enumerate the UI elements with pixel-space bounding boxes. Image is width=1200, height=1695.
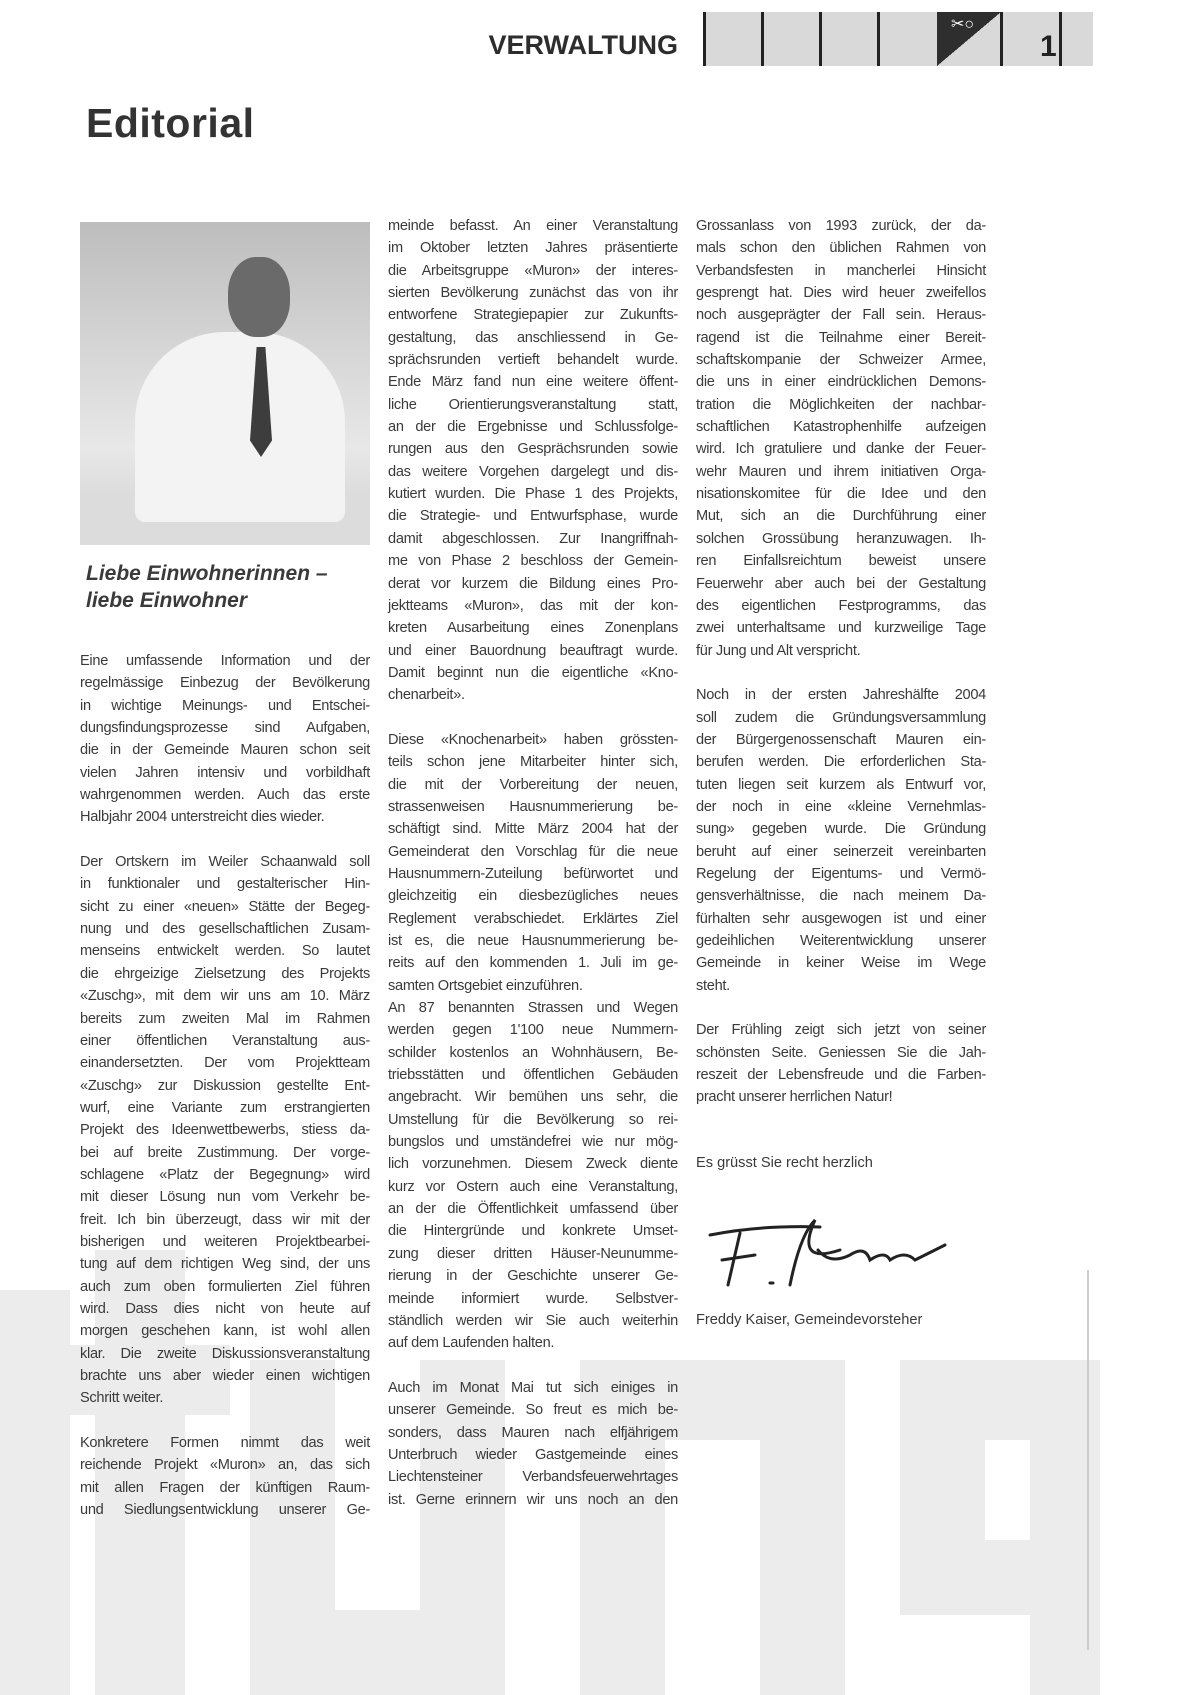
text-line: in funktionaler und gestalterischer Hin-: [80, 876, 370, 893]
tab-symbol: ✂○: [951, 16, 975, 33]
text-line: Halbjahr 2004 unterstreicht dies wieder.: [80, 809, 325, 826]
signature: [700, 1205, 960, 1300]
text-line: sicht zu einer «neuen» Stätte der Begeg-: [80, 898, 370, 915]
greeting-heading: [86, 560, 376, 614]
text-line: meinde informiert wurde. Selbstver-: [388, 1290, 678, 1307]
text-line: menseins entwickelt werden. So lautet: [80, 943, 370, 960]
text-line: kutiert wurden. Die Phase 1 des Projekts,: [388, 486, 678, 503]
text-line: «Zuschg», mit dem wir uns am 10. März: [80, 988, 370, 1005]
text-line: die ehrgeizige Zielsetzung des Projekts: [80, 965, 370, 982]
paragraph: [388, 1377, 678, 1511]
text-line: wird. Ich gratuliere und danke der Feuer-: [696, 441, 986, 458]
text-line: Verbandsfesten in mancherlei Hinsicht: [696, 262, 986, 279]
text-column-1: [80, 650, 370, 1521]
text-line: brachte uns aber wieder einen wichtigen: [80, 1368, 370, 1384]
text-line: Umstellung für die Bevölkerung so rei-: [388, 1111, 678, 1128]
text-line: tration die Möglichkeiten der nachbar-: [696, 396, 986, 413]
paragraph: [388, 215, 678, 707]
text-line: Damit beginnt nun die eigentliche «Kno-: [388, 664, 678, 681]
text-line: an der die Öffentlichkeit umfassend über: [388, 1201, 678, 1218]
text-line: Auch im Monat Mai tut sich einiges in: [388, 1379, 678, 1396]
text-line: sonders, dass Mauren nach elfjährigem: [388, 1424, 678, 1441]
text-line: für Jung und Alt verspricht.: [696, 642, 861, 659]
text-line: rungen aus den Gesprächsrunden sowie: [388, 441, 678, 458]
paragraph: [388, 997, 678, 1355]
text-line: Hausnummern-Zuteilung befürwortet und: [388, 865, 678, 882]
text-line: Feuerwehr aber auch bei der Gestaltung: [696, 575, 986, 592]
text-line: freit. Ich bin überzeugt, dass wir mit der: [80, 1211, 370, 1228]
signer-name: Freddy Kaiser, Gemeindevorsteher: [696, 1312, 923, 1328]
portrait-photo: [80, 222, 370, 545]
text-line: auf dem Laufenden halten.: [388, 1335, 555, 1352]
text-line: Der Frühling zeigt sich jetzt von seiner: [696, 1022, 986, 1039]
text-line: mals schon den üblichen Rahmen von: [696, 240, 986, 257]
text-line: regelmässige Einbezug der Bevölkerung: [80, 675, 370, 692]
text-line: die mit der Vorbereitung der neuen,: [388, 776, 678, 793]
text-line: Unterbruch wieder Gastgemeinde eines: [388, 1446, 678, 1463]
text-line: ragend ist die Teilnahme einer Bereit-: [696, 329, 986, 346]
closing-text: Es grüsst Sie recht herzlich: [696, 1155, 873, 1171]
text-line: Liechtensteiner Verbandsfeuerwehrtages: [388, 1469, 678, 1486]
text-line: die in der Gemeinde Mauren schon seit: [80, 742, 370, 759]
text-line: schaftlichen Katastrophenhilfe aufzeigen: [696, 419, 986, 436]
text-line: gestaltung, das anschliessend in Ge-: [388, 329, 678, 346]
text-line: schilder kostenlos an Wohnhäusern, Be-: [388, 1044, 678, 1061]
text-line: bereits zum zweiten Mal im Rahmen: [80, 1010, 370, 1027]
text-line: klar. Die zweite Diskussionsveranstaltung: [80, 1345, 370, 1362]
text-line: tung auf dem richtigen Weg sind, der uns: [80, 1256, 370, 1273]
text-line: soll zudem die Gründungsversammlung: [696, 709, 986, 726]
text-line: vielen Jahren intensiv und vorbildhaft: [80, 764, 370, 781]
text-line: wurf, eine Variante zum erstrangierten: [80, 1099, 370, 1116]
text-line: ren Einfallsreichtum beweist unsere: [696, 553, 986, 570]
text-line: wird. Dass dies nicht von heute auf: [80, 1300, 370, 1317]
text-line: schlagene «Platz der Begegnung» wird: [80, 1166, 370, 1183]
text-line: einandersetzten. Der vom Projektteam: [80, 1055, 370, 1072]
text-line: die Strategie- und Entwurfsphase, wurde: [388, 508, 678, 525]
text-line: sung» gegeben wurde. Die Gründung: [696, 821, 986, 838]
text-line: pracht unserer herrlichen Natur!: [696, 1089, 893, 1106]
text-line: solchen Grossübung heranzuwagen. Ih-: [696, 530, 986, 547]
text-line: gesprengt hat. Dies wird heuer zweifellos: [696, 285, 986, 302]
paragraph: [80, 1432, 370, 1521]
text-line: die Arbeitsgruppe «Muron» der interes-: [388, 262, 678, 279]
text-line: steht.: [696, 977, 730, 994]
text-line: Grossanlass von 1993 zurück, der da-: [696, 218, 986, 234]
text-line: noch ausgeprägter der Fall sein. Heraus-: [696, 307, 986, 324]
text-line: reits auf den kommenden 1. Juli im ge-: [388, 955, 678, 972]
text-line: damit abgeschlossen. Zur Inangriffnah-: [388, 530, 678, 547]
text-line: dungsfindungsprozesse sind Aufgaben,: [80, 720, 370, 737]
text-line: gensverhältnisse, die nach meinem Da-: [696, 888, 986, 905]
text-line: An 87 benannten Strassen und Wegen: [388, 1000, 678, 1017]
text-line: strassenweisen Hausnummerierung be-: [388, 798, 678, 815]
text-line: me von Phase 2 beschloss der Gemein-: [388, 553, 678, 570]
paragraph: [80, 650, 370, 829]
section-label: VERWALTUNG: [488, 30, 678, 60]
text-line: schaftskompanie der Schweizer Armee,: [696, 352, 986, 369]
text-line: teils schon jene Mitarbeiter hinter sich,: [388, 754, 678, 771]
text-line: Projekt des Ideenwettbewerbs, stiess da-: [80, 1122, 370, 1139]
text-line: werden gegen 1'100 neue Nummern-: [388, 1022, 678, 1039]
text-line: der noch in eine «kleine Vernehmlas-: [696, 798, 986, 815]
text-line: triebsstätten und öffentlichen Gebäuden: [388, 1067, 678, 1084]
text-line: nung und des gesellschaftlichen Zusam-: [80, 921, 370, 938]
text-line: Mut, sich an die Durchführung einer: [696, 508, 986, 525]
text-line: wahrgenommen werden. Auch das erste: [80, 787, 370, 804]
paragraph: [696, 684, 986, 997]
text-line: in wichtige Meinungs- und Entschei-: [80, 697, 370, 714]
text-line: entworfene Strategiepapier zur Zukunfts-: [388, 307, 678, 324]
text-line: nisationskomitee für die Idee und den: [696, 486, 986, 503]
text-line: reichende Projekt «Muron» an, das sich: [80, 1457, 370, 1474]
text-line: mit allen Fragen der künftigen Raum-: [80, 1479, 370, 1496]
text-line: unserer Gemeinde. So freut es mich be-: [388, 1402, 678, 1419]
text-line: zwei unterhaltsame und kurzweilige Tage: [696, 620, 986, 637]
text-line: Konkretere Formen nimmt das weit: [80, 1435, 370, 1452]
text-line: reszeit der Lebensfreude und die Farben-: [696, 1067, 986, 1084]
section-tab-bar: [703, 12, 1093, 66]
text-column-2: [388, 215, 678, 1511]
text-line: ist es, die neue Hausnummerierung be-: [388, 933, 678, 949]
text-line: morgen geschehen kann, ist wohl allen: [80, 1323, 370, 1340]
text-line: angebracht. Wir bemühen uns sehr, die: [388, 1089, 678, 1106]
text-line: Gemeinde in keiner Weise im Wege: [696, 955, 986, 972]
text-line: die Hintergründe und konkrete Umset-: [388, 1223, 678, 1240]
text-line: Gemeinderat den Vorschlag für die neue: [388, 843, 678, 860]
text-line: einer öffentlichen Veranstaltung aus-: [80, 1032, 370, 1049]
text-line: und einer Bauordnung beauftragt wurde.: [388, 642, 678, 659]
text-line: des eigentlichen Festprogramms, das: [696, 597, 986, 614]
text-line: samten Ortsgebiet einzuführen.: [388, 977, 583, 994]
wrench-gear-icon: [937, 12, 1001, 66]
text-line: wehr Mauren und ihrem initiativen Orga-: [696, 463, 986, 480]
text-line: tuten liegen seit kurzem als Entwurf vor,: [696, 776, 986, 793]
text-line: liche Orientierungsveranstaltung statt,: [388, 396, 678, 413]
greeting-line: liebe Einwohner: [86, 589, 248, 612]
text-line: zung dieser dritten Häuser-Neunumme-: [388, 1245, 678, 1262]
text-line: kreten Ausarbeitung eines Zonenplans: [388, 620, 678, 637]
text-line: beruht auf einer seinerzeit vereinbarten: [696, 843, 986, 860]
text-line: «Zuschg» zur Diskussion gestellte Ent-: [80, 1077, 370, 1094]
text-line: bisherigen und weiteren Projektbearbei-: [80, 1233, 370, 1250]
text-line: bei auf breite Zustimmung. Der vorge-: [80, 1144, 370, 1161]
text-line: bungslos und umständefrei wie nur mög-: [388, 1134, 678, 1151]
text-line: sprächsrunden vertieft behandelt wurde.: [388, 352, 678, 369]
text-line: gleichzeitig ein diesbezügliches neues: [388, 888, 678, 905]
text-line: gedeihlichen Weiterentwicklung unserer: [696, 933, 986, 949]
text-line: derat vor kurzem die Bildung eines Pro-: [388, 575, 678, 592]
text-line: auch zum oben formulierten Ziel führen: [80, 1278, 370, 1295]
paragraph: [696, 1019, 986, 1108]
text-line: schönsten Seite. Geniessen Sie die Jah-: [696, 1044, 986, 1061]
text-line: Schritt weiter.: [80, 1390, 164, 1407]
text-line: berufen werden. Die erforderlichen Sta-: [696, 754, 986, 771]
text-line: Reglement verabschiedet. Erklärtes Ziel: [388, 910, 678, 927]
page-title: Editorial: [86, 100, 255, 146]
greeting-line: Liebe Einwohnerinnen –: [86, 562, 328, 585]
page-edge-rule: [1087, 1270, 1089, 1650]
text-line: kurz vor Ostern auch eine Veranstaltung,: [388, 1178, 678, 1195]
text-line: ständlich werden wir Sie auch weiterhin: [388, 1312, 678, 1329]
paragraph: [696, 215, 986, 662]
text-line: Diese «Knochenarbeit» haben grössten-: [388, 731, 678, 748]
text-line: Noch in der ersten Jahreshälfte 2004: [696, 687, 986, 704]
text-line: der Bürgergenossenschaft Mauren ein-: [696, 731, 986, 748]
text-column-3: [696, 215, 986, 1131]
text-line: im Oktober letzten Jahres präsentierte: [388, 240, 678, 257]
text-line: Ende März fand nun eine weitere öffent-: [388, 374, 678, 391]
text-line: rierung in der Geschichte unserer Ge-: [388, 1268, 678, 1285]
text-line: Eine umfassende Information und der: [80, 653, 370, 669]
text-line: sierten Bevölkerung zunächst das von ihr: [388, 285, 678, 302]
text-line: ist. Gerne erinnern wir uns noch an den: [388, 1491, 678, 1508]
text-line: und Siedlungsentwicklung unserer Ge-: [80, 1502, 370, 1519]
text-line: mit dieser Lösung nun vom Verkehr be-: [80, 1189, 370, 1206]
text-line: die uns in einer eindrücklichen Demons-: [696, 374, 986, 391]
text-line: chenarbeit».: [388, 687, 465, 704]
text-line: fürhalten sehr ausgewogen ist und einer: [696, 910, 986, 927]
text-line: das weitere Vorgehen dargelegt und dis-: [388, 463, 678, 480]
paragraph: [388, 729, 678, 997]
text-line: lich vorzunehmen. Diesem Zweck diente: [388, 1156, 678, 1173]
text-line: jektteams «Muron», das mit der kon-: [388, 597, 678, 614]
text-line: meinde befasst. An einer Veranstaltung: [388, 218, 678, 234]
text-line: an der die Ergebnisse und Schlussfolge-: [388, 419, 678, 436]
page-number: 1: [1040, 30, 1057, 63]
text-line: schäftigt sind. Mitte März 2004 hat der: [388, 821, 678, 838]
text-line: Der Ortskern im Weiler Schaanwald soll: [80, 854, 370, 871]
text-line: Regelung der Eigentums- und Vermö-: [696, 865, 986, 882]
paragraph: [80, 851, 370, 1410]
